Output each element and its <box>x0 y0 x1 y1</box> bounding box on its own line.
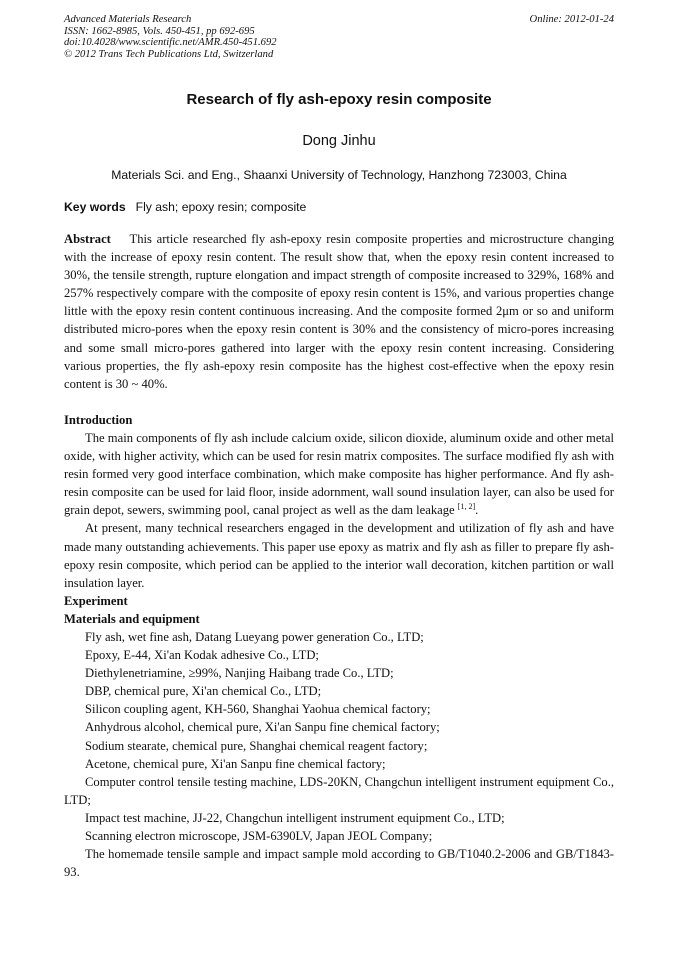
list-item: Impact test machine, JJ-22, Changchun intelligent instrument equipment Co., LTD; <box>85 810 505 825</box>
page-header <box>64 14 614 60</box>
keywords-label: Key words <box>64 200 126 214</box>
affiliation: Materials Sci. and Eng., Shaanxi University of Technology, Hanzhong 723003, China <box>111 168 567 182</box>
list-item: Anhydrous alcohol, chemical pure, Xi'an Sanpu fine chemical factory; <box>85 720 440 735</box>
journal-name: Advanced Materials Research <box>64 14 192 25</box>
doi-line: doi:10.4028/www.scientific.net/AMR.450-451.692 <box>64 37 277 49</box>
list-item: Epoxy, E-44, Xi'an Kodak adhesive Co., LTD; <box>85 648 319 663</box>
intro-p1-text: The main components of fly ash include calcium oxide, silicon dioxide, aluminum oxide and other metal oxide, with higher activity, which can be used for resin matrix composites. The surface modified fly ash with resin formed very good interface combination, which make composite has higher performance. And fly ash-resin composite can be used for laid floor, inside adornment, wall sound insulation layer, can also be used for grain depot, sewers, swimming pool, canal project as well as the dam leakage <box>64 430 614 518</box>
abstract-label: Abstract <box>64 232 111 246</box>
section-gap <box>64 393 614 411</box>
list-item: The homemade tensile sample and impact sample mold according to GB/T1040.2-2006 and GB/T1843-93. <box>64 847 614 880</box>
citation: [1, 2] <box>457 502 476 512</box>
introduction-heading: Introduction <box>64 412 133 427</box>
introduction-paragraph-1 <box>64 429 614 519</box>
paper-body <box>64 230 614 881</box>
experiment-heading: Experiment <box>64 593 128 608</box>
issn-line: ISSN: 1662-8985, Vols. 450-451, pp 692-695 <box>64 25 255 37</box>
copyright-line: © 2012 Trans Tech Publications Ltd, Switzerland <box>64 48 274 60</box>
materials-subheading: Materials and equipment <box>64 611 200 626</box>
abstract <box>64 230 614 393</box>
introduction-paragraph-2: At present, many technical researchers engaged in the development and utilization of fly ash and have made many outstanding achievements. This paper use epoxy as matrix and fly ash as filler to prepare fly ash-epoxy resin composite, which period can be applied to the interior wall decoration, kitchen partition or wall insulation layer. <box>64 521 614 590</box>
list-item: Sodium stearate, chemical pure, Shanghai chemical reagent factory; <box>85 738 428 753</box>
abstract-text: This article researched fly ash-epoxy resin composite properties and microstructure changing with the increase of epoxy resin content. The result show that, when the epoxy resin content increased to 30%, the tensile strength, rupture elongation and impact strength of composite increased to 329%, 168% and 257% respectively compare with the composite of epoxy resin content is 15%, and various properties change little with the epoxy resin content continuous increasing. And the composite formed 2μm or so and uniform distributed micro-pores when the epoxy resin content is 30% and the consistency of micro-pores increasing and some small micro-pores gathered into larger with the epoxy resin content increasing. Considering various properties, the fly ash-epoxy resin composite has the highest cost-effective when the epoxy resin content is 30 ~ 40%. <box>64 232 615 391</box>
list-item: Acetone, chemical pure, Xi'an Sanpu fine chemical factory; <box>85 756 386 771</box>
online-date: Online: 2012-01-24 <box>529 14 614 25</box>
list-item: Fly ash, wet fine ash, Datang Lueyang power generation Co., LTD; <box>85 629 424 644</box>
list-item: Computer control tensile testing machine, LDS-20KN, Changchun intelligent instrument equipment Co., LTD; <box>64 774 614 807</box>
list-item: Silicon coupling agent, KH-560, Shanghai Yaohua chemical factory; <box>85 702 431 717</box>
author-name: Dong Jinhu <box>302 133 376 149</box>
keywords <box>64 200 306 214</box>
keywords-text: Fly ash; epoxy resin; composite <box>135 200 307 214</box>
list-item: Scanning electron microscope, JSM-6390LV, Japan JEOL Company; <box>85 829 433 843</box>
list-item: Diethylenetriamine, ≥99%, Nanjing Haibang trade Co., LTD; <box>85 666 394 681</box>
list-item: DBP, chemical pure, Xi'an chemical Co., LTD; <box>85 684 322 699</box>
paper-title: Research of fly ash-epoxy resin composite <box>186 91 492 108</box>
intro-p1-end: . <box>475 503 479 518</box>
